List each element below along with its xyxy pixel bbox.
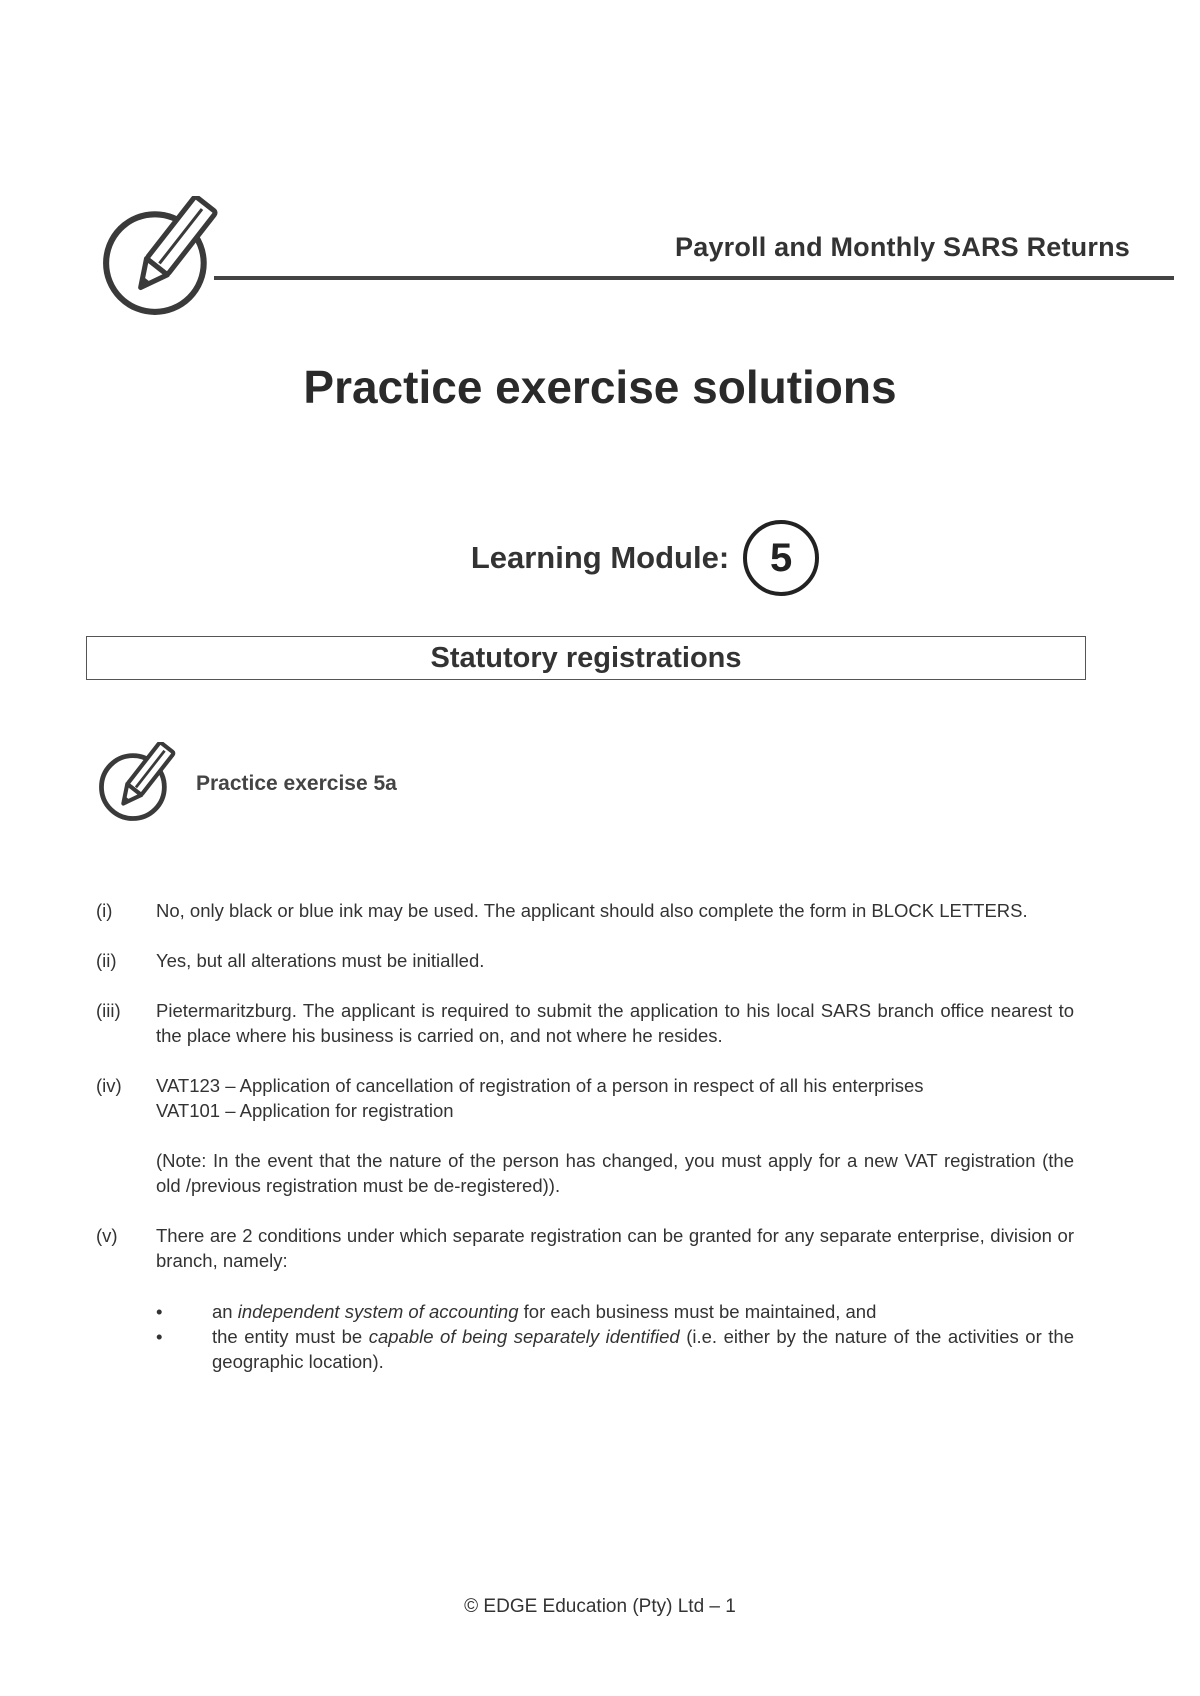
item-label: (iv)	[96, 1075, 122, 1096]
item-line: VAT101 – Application for registration	[156, 1100, 454, 1121]
item-text: There are 2 conditions under which separate registration can be granted for any separate enterprise, division or branch, namely:	[156, 1225, 1074, 1271]
module-label: Learning Module:	[470, 540, 730, 575]
item-text: No, only black or blue ink may be used. The applicant should also complete the form in BLOCK LETTERS.	[156, 900, 1028, 921]
answer-item	[96, 948, 1074, 973]
item-label: (iii)	[96, 1000, 121, 1021]
item-text: Yes, but all alterations must be initialled.	[156, 950, 485, 971]
answer-item	[96, 998, 1074, 1048]
exercise-title: Practice exercise 5a	[196, 772, 397, 795]
answer-item	[96, 898, 1074, 923]
answer-item	[96, 1223, 1074, 1374]
answer-list	[96, 898, 1074, 1399]
page-title: Practice exercise solutions	[303, 361, 897, 413]
item-label: (i)	[96, 900, 113, 921]
item-note: (Note: In the event that the nature of the person has changed, you must apply for a new VAT registration (the old /previous registration must be de-registered)).	[156, 1150, 1074, 1196]
header-title: Payroll and Monthly SARS Returns	[675, 232, 1130, 262]
bullet-dot-icon: •	[156, 1326, 163, 1347]
bullet-list	[156, 1299, 1074, 1374]
item-line: VAT123 – Application of cancellation of registration of a person in respect of all his enterprises	[156, 1075, 924, 1096]
header-rule	[214, 276, 1174, 280]
bullet-dot-icon: •	[156, 1301, 163, 1322]
page-footer: © EDGE Education (Pty) Ltd – 1	[464, 1596, 736, 1617]
bullet-item: • an independent system of accounting for each business must be maintained, and	[156, 1301, 877, 1322]
module-number-badge: 5	[743, 520, 819, 596]
item-label: (ii)	[96, 950, 117, 971]
answer-item	[96, 1073, 1074, 1198]
section-title-box	[86, 636, 1086, 680]
item-text	[156, 1073, 1074, 1123]
pencil-logo-small-icon	[96, 742, 178, 824]
item-label: (v)	[96, 1225, 118, 1246]
pencil-logo-icon	[100, 196, 222, 318]
item-text: Pietermaritzburg. The applicant is required to submit the application to his local SARS branch office nearest to the place where his business is carried on, and not where he resides.	[156, 1000, 1074, 1046]
section-title: Statutory registrations	[430, 641, 742, 674]
learning-module-heading	[0, 520, 1200, 596]
bullet-item: • the entity must be capable of being separately identified (i.e. either by the nature of the activities or the geographic location).	[156, 1326, 1075, 1372]
